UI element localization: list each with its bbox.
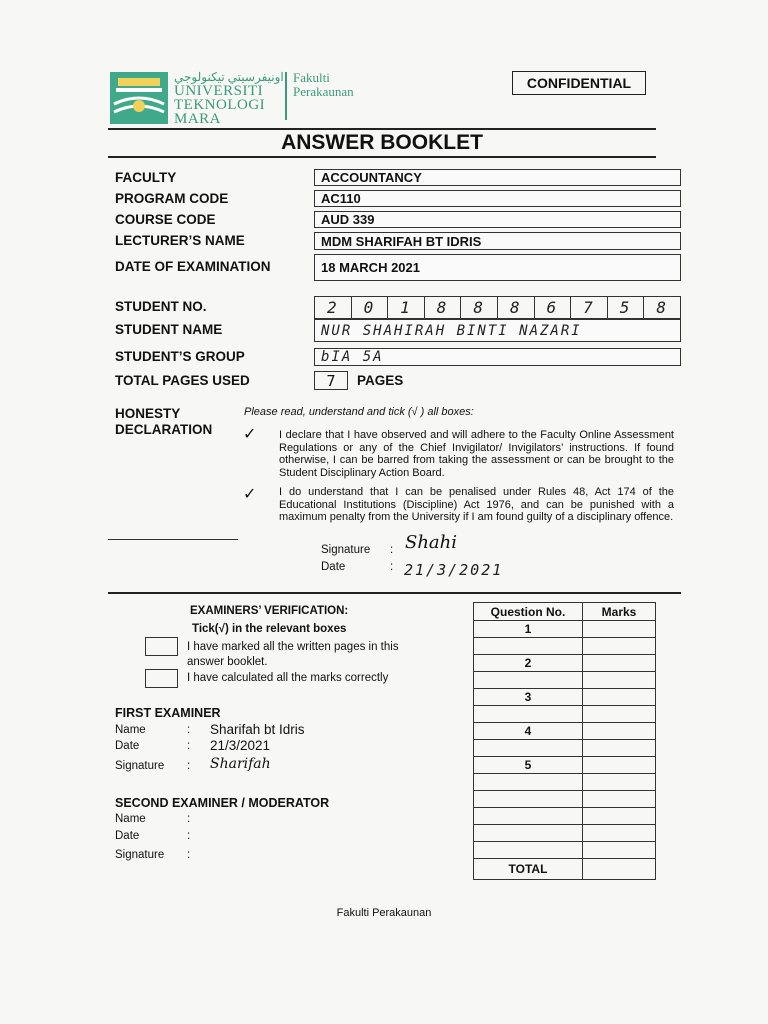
table-row (474, 842, 656, 859)
uni-line-2: TEKNOLOGI (174, 97, 266, 113)
question-cell (474, 672, 583, 689)
question-cell (474, 706, 583, 723)
exam-date-label: DATE OF EXAMINATION (115, 259, 271, 274)
uni-line-1: UNIVERSITI (174, 83, 264, 99)
rule-section (108, 592, 681, 594)
page-title: ANSWER BOOKLET (281, 131, 483, 154)
faculty-logo-text (293, 71, 354, 99)
digit: 1 (388, 297, 425, 318)
fac-line-2: Perakaunan (293, 84, 354, 99)
lecturer-field[interactable]: MDM SHARIFAH BT IDRIS (314, 232, 681, 250)
marks-body (474, 621, 656, 880)
student-date-label: Date (321, 561, 346, 573)
colon: : (187, 760, 191, 772)
student-group-field[interactable]: bIA 5A (314, 348, 681, 366)
colon: : (390, 561, 394, 573)
course-field[interactable]: AUD 339 (314, 211, 681, 228)
marks-table (473, 602, 656, 880)
table-row (474, 672, 656, 689)
student-no-label: STUDENT NO. (115, 299, 207, 314)
divider-short (108, 539, 238, 540)
table-row (474, 689, 656, 706)
footer: Fakulti Perakaunan (336, 907, 432, 919)
table-row (474, 706, 656, 723)
first-name-label: Name (115, 724, 146, 736)
table-row (474, 791, 656, 808)
program-label: PROGRAM CODE (115, 191, 229, 206)
question-cell (474, 774, 583, 791)
honesty-declaration-1: I declare that I have observed and will adhere to the Faculty Online Assessment Regulations or any of the Chief Invigilator/ Invigilators’ instructions. If found otherwise, I can be barred from taking the assessment or can be brought to the Student Disciplinary Action Board. (279, 429, 674, 479)
honesty-instruction: Please read, understand and tick (√ ) all boxes: (244, 406, 474, 418)
marks-cell[interactable] (583, 808, 656, 825)
uitm-crest-icon (108, 70, 170, 126)
colon: : (187, 813, 191, 825)
table-row (474, 655, 656, 672)
question-cell: 3 (474, 689, 583, 706)
digit: 6 (535, 297, 572, 318)
table-row (474, 808, 656, 825)
table-row (474, 757, 656, 774)
first-signature-label: Signature (115, 760, 165, 772)
digit: 5 (608, 297, 645, 318)
question-no-header: Question No. (474, 603, 583, 621)
table-row (474, 740, 656, 757)
marks-cell[interactable] (583, 740, 656, 757)
marks-cell[interactable] (583, 655, 656, 672)
header-divider (285, 72, 287, 120)
rule-title (108, 156, 656, 158)
checkbox-calculated-label: I have calculated all the marks correctly (187, 672, 389, 684)
question-cell: 4 (474, 723, 583, 740)
student-group-label: STUDENT’S GROUP (115, 349, 245, 364)
marks-header: Marks (583, 603, 656, 621)
lecturer-label: LECTURER’S NAME (115, 233, 245, 248)
question-cell (474, 740, 583, 757)
digit: 2 (315, 297, 352, 318)
colon: : (187, 724, 191, 736)
examiners-tick-instruction: Tick(√) in the relevant boxes (192, 623, 347, 635)
student-date: 21/3/2021 (404, 561, 504, 579)
pages-suffix: PAGES (357, 373, 404, 388)
colon: : (187, 740, 191, 752)
faculty-label: FACULTY (115, 170, 177, 185)
examiners-title: EXAMINERS’ VERIFICATION: (190, 605, 349, 617)
question-cell (474, 825, 583, 842)
colon: : (390, 544, 394, 556)
table-row (474, 723, 656, 740)
first-examiner-signature: Sharifah (210, 756, 271, 772)
program-field[interactable]: AC110 (314, 190, 681, 207)
table-row (474, 859, 656, 880)
marks-cell[interactable] (583, 672, 656, 689)
marks-cell[interactable] (583, 791, 656, 808)
faculty-field[interactable]: ACCOUNTANCY (314, 169, 681, 186)
honesty-label-2: DECLARATION (115, 422, 213, 437)
second-signature-label: Signature (115, 849, 165, 861)
student-name-label: STUDENT NAME (115, 322, 223, 337)
question-cell: 1 (474, 621, 583, 638)
checkbox-marked[interactable] (145, 637, 178, 656)
total-marks-cell[interactable] (583, 859, 656, 880)
first-examiner-name: Sharifah bt Idris (210, 722, 305, 737)
digit: 0 (352, 297, 389, 318)
question-cell: 2 (474, 655, 583, 672)
confidential-badge: CONFIDENTIAL (512, 71, 646, 95)
marks-cell[interactable] (583, 689, 656, 706)
second-examiner-title: SECOND EXAMINER / MODERATOR (115, 796, 330, 810)
total-pages-label: TOTAL PAGES USED (115, 373, 250, 388)
digit: 7 (571, 297, 608, 318)
colon: : (187, 830, 191, 842)
marks-cell[interactable] (583, 638, 656, 655)
question-cell (474, 842, 583, 859)
marks-cell[interactable] (583, 774, 656, 791)
first-examiner-title: FIRST EXAMINER (115, 706, 221, 720)
table-row (474, 621, 656, 638)
second-date-label: Date (115, 830, 140, 842)
marks-cell[interactable] (583, 723, 656, 740)
marks-cell[interactable] (583, 621, 656, 638)
honesty-tick-1[interactable]: ✓ (243, 424, 257, 443)
student-no-field[interactable] (314, 296, 681, 319)
honesty-tick-2[interactable]: ✓ (243, 484, 257, 503)
table-row (474, 825, 656, 842)
first-examiner-date: 21/3/2021 (210, 738, 271, 753)
exam-date-field[interactable]: 18 MARCH 2021 (314, 254, 681, 281)
digit: 8 (461, 297, 498, 318)
marks-cell[interactable] (583, 706, 656, 723)
question-cell (474, 638, 583, 655)
digit: 8 (656, 298, 668, 317)
question-cell (474, 808, 583, 825)
student-name-field[interactable]: NUR SHAHIRAH BINTI NAZARI (314, 319, 681, 342)
first-date-label: Date (115, 740, 140, 752)
honesty-declaration-2: I do understand that I can be penalised under Rules 48, Act 174 of the Educational Institutions (Discipline) Act 1976, and can be punished with a maximum penalty from the University if I am found guilty of a disciplinary offence. (279, 486, 674, 523)
total-label: TOTAL (474, 859, 583, 880)
honesty-label-1: HONESTY (115, 406, 181, 421)
question-cell: 5 (474, 757, 583, 774)
checkbox-calculated[interactable] (145, 669, 178, 688)
university-name (174, 70, 284, 126)
arabic-script: ﺍﻭﻧﻴﻔﺮﺳﻴﺘﻲ ﺗﻴﻜﻨﻮﻟﻮﺟﻲ (174, 70, 284, 84)
student-signature: Shahi (405, 532, 458, 553)
question-cell (474, 791, 583, 808)
digit: 8 (425, 297, 462, 318)
table-row (474, 774, 656, 791)
course-label: COURSE CODE (115, 212, 216, 227)
total-pages-field[interactable]: 7 (314, 371, 348, 390)
digit: 8 (498, 297, 535, 318)
marks-cell[interactable] (583, 757, 656, 774)
uni-line-3: MARA (174, 111, 222, 127)
fac-line-1: Fakulti (293, 70, 330, 85)
table-row (474, 638, 656, 655)
second-name-label: Name (115, 813, 146, 825)
marks-cell[interactable] (583, 842, 656, 859)
colon: : (187, 849, 191, 861)
student-signature-label: Signature (321, 544, 371, 556)
marks-cell[interactable] (583, 825, 656, 842)
rule-top (108, 128, 656, 130)
checkbox-marked-label: I have marked all the written pages in this answer booklet. (187, 641, 399, 668)
